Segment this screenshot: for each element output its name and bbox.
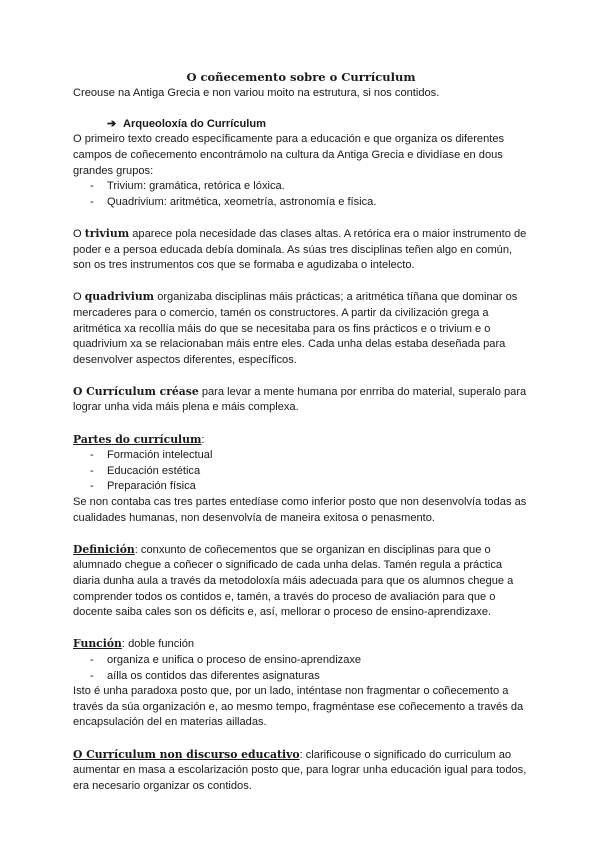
function-heading: Función — [73, 637, 122, 651]
trivium-keyword: trivium — [84, 226, 130, 240]
curriculum-created-paragraph: O Currículum créase para levar a mente humana por enrriba do material, superalo para lograr unha vida máis plena e máis complexa. — [73, 384, 527, 414]
trivium-paragraph: O trivium aparece pola necesidade das clases altas. A retórica era o maior instrumento de poder e a persoa educada debía dominala. As súas tres disciplinas teñen algo en común, son os tres instrumentos cos que se formaba e agudizaba o intelecto. — [73, 226, 527, 272]
archaeology-paragraph: O primeiro texto creado específicamente para a educación e que organiza os diferentes campos de coñecemento encontrámolo na cultura da Antiga Grecia e dividíase en dous grandes grupos: — [73, 133, 505, 177]
intro-paragraph: Creouse na Antiga Grecia e non variou moito na estrutura, si nos contidos. — [73, 86, 440, 99]
list-item: - Educación estética — [90, 464, 201, 477]
page-title: O coñecemento sobre o Currículum — [186, 70, 416, 84]
discourse-heading: O Currículum non discurso educativo — [73, 747, 300, 761]
function-paragraph: Función: doble función — [73, 637, 195, 651]
parts-list — [73, 448, 529, 495]
list-item: - organiza e unifica o proceso de ensino-aprendizaxe — [90, 653, 362, 666]
quadrivium-paragraph: O quadrivium organizaba disciplinas máis prácticas; a aritmética tíñana que dominar os mercaderes para o comercio, tamén os constructores. A partir da civilización grega a aritmética xa recollía máis do que se necesitaba para os fins prácticos e o trivium e o quadrivium xa se relacionaban máis entre eles. Cada unha delas estaba deseñada para desenvolver aspectos diferentes, específicos. — [73, 290, 518, 366]
archaeology-heading-text: Arqueoloxía do Currículum — [123, 117, 266, 130]
archaeology-heading — [107, 117, 529, 133]
definition-heading: Definición — [73, 542, 135, 556]
arrow-icon: ➔ — [107, 117, 117, 130]
list-item: - Quadrivium: aritmética, xeometría, astronomía e física. — [90, 195, 377, 208]
list-item: - Trivium: gramática, retórica e lóxica. — [90, 180, 285, 193]
parts-heading-text: Partes do currículum — [73, 432, 202, 446]
discourse-paragraph: O Currículum non discurso educativo: clarificouse o significado do curriculum ao aumentar en masa a escolarización posto que, para lograr unha educación igual para todos, era necesario organizar os contidos. — [73, 747, 527, 792]
list-item: - aílla os contidos das diferentes asignaturas — [90, 669, 320, 682]
curriculum-created-keyword: O Currículum créase — [73, 384, 199, 398]
function-list — [73, 653, 529, 684]
groups-list — [73, 179, 529, 210]
paradox-paragraph: Isto é unha paradoxa posto que, por un lado, inténtase non fragmentar o coñecemento a través da súa organización e, ao mesmo tempo, fragméntase ese coñecemento a través da encapsulación del en materias ailladas. — [73, 685, 524, 729]
parts-paragraph: Se non contaba cas tres partes entedíase como inferior posto que non desenvolvía todas as cualidades humanas, non desenvolvía de maneira exitosa o penasmento. — [73, 496, 527, 524]
document-body — [73, 70, 529, 794]
list-item: - Preparación física — [90, 480, 196, 493]
parts-heading: Partes do currículum: — [73, 432, 205, 446]
quadrivium-keyword: quadrivium — [84, 290, 155, 304]
definition-paragraph: Definición: conxunto de coñecementos que se organizan en disciplinas para que o alumnado chegue a coñecer o significado de cada unha delas. Tamén regula a práctica diaria dunha aula a través da metodoloxía máis adecuada para que os alumnos chegue a comprender todos os contidos e, tamén, a través do proceso de avaliación para que o docente saiba cales son os déficits e, así, mellorar o proceso de ensino-aprendizaxe. — [73, 542, 514, 619]
list-item: - Formación intelectual — [90, 449, 213, 462]
